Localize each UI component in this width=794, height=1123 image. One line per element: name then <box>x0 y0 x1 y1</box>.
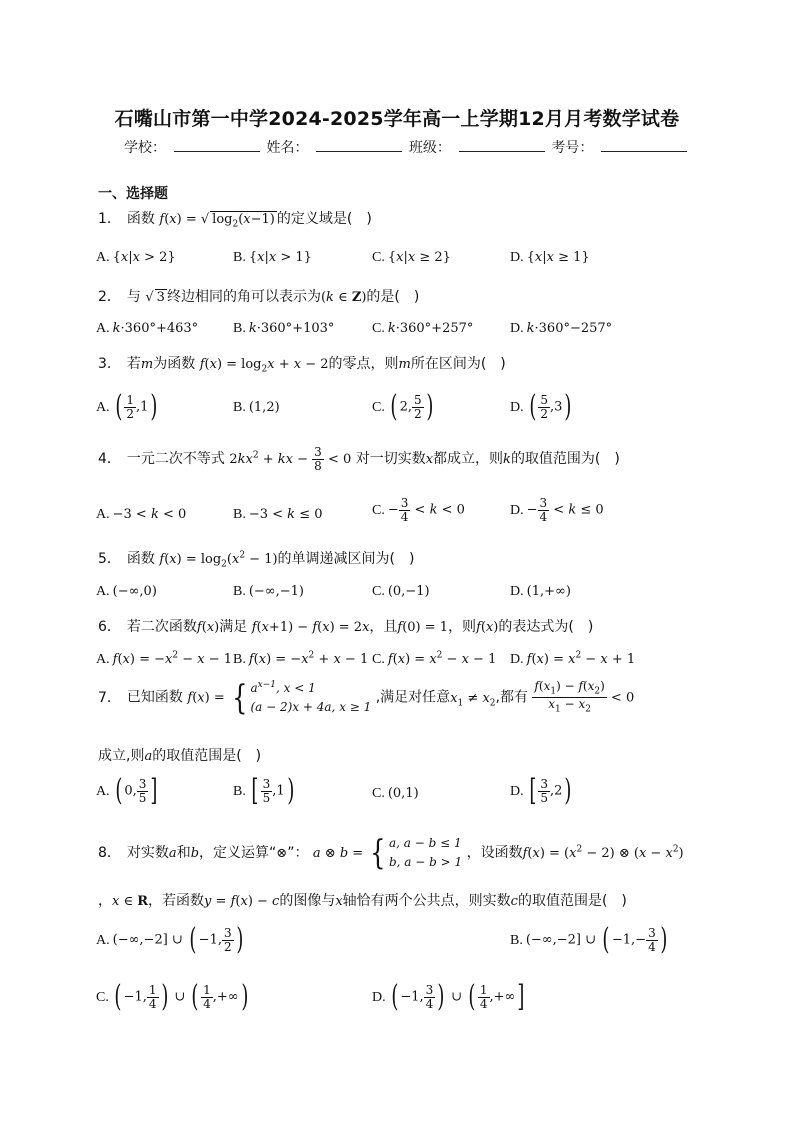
q1-option-c[interactable]: C. {x|x ≥ 2} <box>372 250 451 265</box>
question-2: 2． 与 √ 3 终边相同的角可以表示为(k ∈ Z)的是( ) <box>98 289 420 305</box>
question-6: 6． 若二次函数f(x)满足 f(x+1) − f(x) = 2x，且f(0) = 1，则f(x)的表达式为( ) <box>98 619 594 635</box>
q4-option-d[interactable]: D. − $\frac{3}{4}$ < k ≤ 0 <box>510 496 604 524</box>
q7-option-c[interactable]: C. (0,1) <box>372 786 419 801</box>
class-blank[interactable] <box>459 137 545 152</box>
q8-option-d[interactable]: D. ( −1, $\frac{3}{4}$ ) ∪ ( $\frac{1}{4}$ ,+∞] <box>372 979 525 1014</box>
question-5: 5． 函数 $f(x) = \log_2(x^2 - 1)$的单调递减区间为( ) <box>98 550 415 570</box>
question-7: 7． 已知函数 f(x) = { $a^{x-1}$, x < 1 (a − 2)x + 4a, x ≥ 1 ,满足对任意$x_1 \ne x_2$,都有 $\frac{f(x_1) - f(x_2)}{x_1 - x_2}$ < 0 <box>98 677 635 718</box>
q5-option-c[interactable]: C. (0,−1) <box>372 584 430 599</box>
question-7-continued: 成立,则a的取值范围是( ) <box>98 748 262 764</box>
question-8-continued: ，x ∈ R，若函数y = f(x) − c的图像与x轴恰有两个公共点，则实数c的取值范围是( ) <box>98 893 627 909</box>
q6-option-b[interactable]: B. $f(x) = -x^2 + x - 1$ <box>233 651 369 668</box>
q5-option-a[interactable]: A. (−∞,0) <box>96 584 157 599</box>
q4-option-b[interactable]: B. −3 < k ≤ 0 <box>233 507 323 522</box>
question-3: 3． 若m为函数 $f(x) = \log_2x + x - 2$的零点，则m所在区间为( ) <box>98 356 506 375</box>
q2-option-d[interactable]: D. k·360°−257° <box>510 321 613 336</box>
q6-option-a[interactable]: A. $f(x) = -x^2 - x - 1$ <box>96 651 233 668</box>
q4-option-a[interactable]: A. −3 < k < 0 <box>96 507 187 522</box>
student-info-line <box>124 137 689 157</box>
q8-option-a[interactable]: A. (−∞,−2] ∪ ( −1, $\frac{3}{2}$ ) <box>96 922 243 957</box>
q2-option-b[interactable]: B. k·360°+103° <box>233 321 335 336</box>
q7-option-d[interactable]: D. [ $\frac{3}{5}$ ,2) <box>510 773 572 808</box>
q5-option-d[interactable]: D. (1,+∞) <box>510 584 571 599</box>
name-label: 姓名： <box>266 140 309 156</box>
q1-option-d[interactable]: D. {x|x ≥ 1} <box>510 250 590 265</box>
q4-option-c[interactable]: C. − $\frac{3}{4}$ < k < 0 <box>372 496 465 524</box>
q1-option-b[interactable]: B. {x|x > 1} <box>233 250 312 265</box>
question-8: 8． 对实数a和b，定义运算“⊗”： a ⊗ b = { a, a − b ≤ 1 b, a − b > 1 ，设函数$f(x) = (x^2 - 2)$ ⊗ $(x - x^2)$ <box>98 833 684 874</box>
q7-option-b[interactable]: B. [ $\frac{3}{5}$ ,1) <box>233 773 294 808</box>
q2-option-a[interactable]: A. k·360°+463° <box>96 321 199 336</box>
name-blank[interactable] <box>316 137 402 152</box>
number-label: 考号： <box>551 140 594 156</box>
q8-option-c[interactable]: C. ( −1, $\frac{1}{4}$ ) ∪ ( $\frac{1}{4}$ ,+∞) <box>96 979 248 1014</box>
q3-option-b[interactable]: B. (1,2) <box>233 400 280 415</box>
q3-option-a[interactable]: A. ( $\frac{1}{2}$ ,1) <box>96 389 158 424</box>
section-heading: 一、选择题 <box>98 186 168 202</box>
question-1: 1． 函数 f(x) = √ $\log_2(x-1)$ 的定义域是( ) <box>98 211 372 230</box>
q6-option-d[interactable]: D. $f(x) = x^2 - x + 1$ <box>510 651 636 668</box>
number-blank[interactable] <box>601 137 687 152</box>
q3-option-d[interactable]: D. ( $\frac{5}{2}$ ,3) <box>510 389 572 424</box>
q5-option-b[interactable]: B. (−∞,−1) <box>233 584 305 599</box>
school-label: 学校： <box>124 140 166 156</box>
school-blank[interactable] <box>174 137 260 152</box>
q7-option-a[interactable]: A. ( 0, $\frac{3}{5}$ ] <box>96 773 158 808</box>
exam-title: 石嘴山市第一中学2024-2025学年高一上学期12月月考数学试卷 <box>114 108 680 130</box>
q6-option-c[interactable]: C. $f(x) = x^2 - x - 1$ <box>372 651 497 668</box>
question-4: 4． 一元二次不等式 $2kx^2$ + kx − $\frac{3}{8}$ < 0 对一切实数x都成立，则k的取值范围为( ) <box>98 445 620 473</box>
q3-option-c[interactable]: C. ( 2, $\frac{5}{2}$ ) <box>372 389 433 424</box>
q1-option-a[interactable]: A. {x|x > 2} <box>96 250 176 265</box>
class-label: 班级： <box>408 140 451 156</box>
q8-option-b[interactable]: B. (−∞,−2] ∪ ( −1,− $\frac{3}{4}$ ) <box>510 922 668 957</box>
q2-option-c[interactable]: C. k·360°+257° <box>372 321 474 336</box>
